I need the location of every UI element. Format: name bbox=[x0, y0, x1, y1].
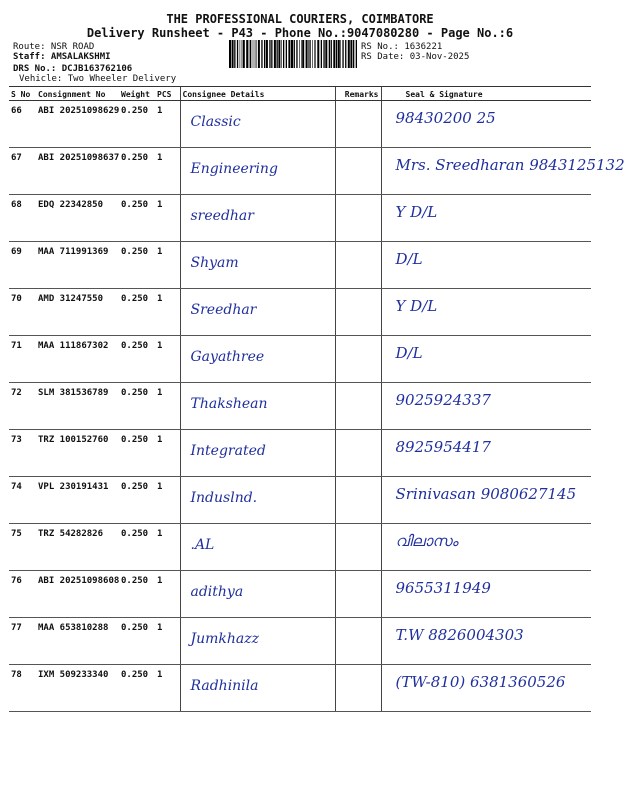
cell-consignee-details bbox=[180, 430, 335, 477]
cell-remarks bbox=[335, 289, 381, 336]
cell-consignee-details bbox=[180, 665, 335, 712]
barcode-bar bbox=[240, 40, 241, 68]
cell-sno: 72 bbox=[9, 383, 36, 430]
table-row bbox=[9, 618, 591, 665]
handwritten-consignee: sreedhar bbox=[190, 208, 254, 224]
barcode-bar bbox=[301, 40, 302, 68]
cell-pcs: 1 bbox=[155, 524, 180, 571]
col-header-sno: S No bbox=[9, 87, 36, 101]
barcode-bar bbox=[315, 40, 316, 68]
cell-consignment: TRZ 54282826 bbox=[36, 524, 119, 571]
cell-sno: 66 bbox=[9, 101, 36, 148]
cell-remarks bbox=[335, 571, 381, 618]
cell-sno: 70 bbox=[9, 289, 36, 336]
cell-consignment: EDQ 22342850 bbox=[36, 195, 119, 242]
barcode-bar bbox=[253, 40, 254, 68]
table-row bbox=[9, 571, 591, 618]
cell-signature bbox=[381, 383, 591, 430]
handwritten-consignee: Gayathree bbox=[190, 349, 265, 365]
table-row bbox=[9, 430, 591, 477]
cell-sno: 76 bbox=[9, 571, 36, 618]
barcode-bar bbox=[271, 40, 272, 68]
col-header-consignment: Consignment No bbox=[36, 87, 119, 101]
handwritten-signature: (TW-810) 6381360526 bbox=[395, 673, 566, 691]
table-row bbox=[9, 524, 591, 571]
barcode-bar bbox=[264, 40, 265, 68]
cell-weight: 0.250 bbox=[119, 524, 155, 571]
cell-remarks bbox=[335, 477, 381, 524]
barcode-bar bbox=[234, 40, 235, 68]
cell-remarks bbox=[335, 524, 381, 571]
barcode-bar bbox=[291, 40, 293, 68]
barcode-bar bbox=[281, 40, 282, 68]
barcode-bar bbox=[261, 40, 262, 68]
cell-consignment: ABI 20251098608 bbox=[36, 571, 119, 618]
barcode-bar bbox=[323, 40, 324, 68]
drs-label: DRS No.: DCJB163762106 bbox=[13, 64, 133, 74]
cell-weight: 0.250 bbox=[119, 148, 155, 195]
cell-signature bbox=[381, 289, 591, 336]
barcode-bar bbox=[229, 40, 231, 68]
barcode-bar bbox=[306, 40, 308, 68]
cell-consignee-details bbox=[180, 195, 335, 242]
cell-pcs: 1 bbox=[155, 571, 180, 618]
barcode-bar bbox=[308, 40, 309, 68]
cell-pcs: 1 bbox=[155, 101, 180, 148]
cell-consignee-details bbox=[180, 148, 335, 195]
col-header-pcs: PCS bbox=[155, 87, 180, 101]
cell-weight: 0.250 bbox=[119, 618, 155, 665]
barcode-bar bbox=[294, 40, 295, 68]
table-row bbox=[9, 665, 591, 712]
barcode-bar bbox=[274, 40, 276, 68]
cell-weight: 0.250 bbox=[119, 289, 155, 336]
route-label: Route: NSR ROAD bbox=[13, 42, 95, 52]
handwritten-signature: 98430200 25 bbox=[395, 109, 496, 127]
barcode-bar bbox=[333, 40, 335, 68]
handwritten-signature: D/L bbox=[395, 344, 423, 362]
cell-consignee-details bbox=[180, 242, 335, 289]
handwritten-consignee: Jumkhazz bbox=[190, 631, 260, 647]
cell-signature bbox=[381, 524, 591, 571]
barcode-bar bbox=[336, 40, 337, 68]
cell-pcs: 1 bbox=[155, 336, 180, 383]
cell-consignee-details bbox=[180, 289, 335, 336]
table-header-row bbox=[9, 87, 591, 101]
company-title: THE PROFESSIONAL COURIERS, COIMBATORE bbox=[166, 12, 434, 26]
cell-pcs: 1 bbox=[155, 430, 180, 477]
cell-signature bbox=[381, 571, 591, 618]
barcode-bar bbox=[345, 40, 346, 68]
handwritten-consignee: Classic bbox=[190, 114, 241, 130]
handwritten-consignee: Engineering bbox=[190, 161, 278, 177]
col-header-details: Consignee Details bbox=[180, 87, 335, 101]
cell-consignee-details bbox=[180, 571, 335, 618]
cell-consignment: SLM 381536789 bbox=[36, 383, 119, 430]
cell-remarks bbox=[335, 195, 381, 242]
handwritten-consignee: Shyam bbox=[190, 255, 239, 271]
table-row bbox=[9, 477, 591, 524]
cell-pcs: 1 bbox=[155, 477, 180, 524]
col-header-signature: Seal & Signature bbox=[381, 87, 591, 101]
table-row bbox=[9, 336, 591, 383]
barcode-bar bbox=[283, 40, 284, 68]
cell-remarks bbox=[335, 101, 381, 148]
runsheet-subtitle: Delivery Runsheet - P43 - Phone No.:9047080280 - Page No.:6 bbox=[86, 26, 514, 40]
barcode-bar bbox=[317, 40, 319, 68]
handwritten-signature: വിലാസം bbox=[395, 532, 458, 550]
barcode-bar bbox=[350, 40, 352, 68]
handwritten-signature: D/L bbox=[395, 250, 423, 268]
table-row bbox=[9, 383, 591, 430]
cell-weight: 0.250 bbox=[119, 242, 155, 289]
barcode-bar bbox=[288, 40, 290, 68]
cell-weight: 0.250 bbox=[119, 477, 155, 524]
cell-sno: 67 bbox=[9, 148, 36, 195]
cell-pcs: 1 bbox=[155, 383, 180, 430]
barcode-bar bbox=[258, 40, 260, 68]
vehicle-label: Vehicle: Two Wheeler Delivery bbox=[19, 74, 177, 84]
col-header-remarks: Remarks bbox=[335, 87, 381, 101]
cell-pcs: 1 bbox=[155, 195, 180, 242]
cell-weight: 0.250 bbox=[119, 665, 155, 712]
handwritten-signature: Srinivasan 9080627145 bbox=[395, 485, 577, 503]
barcode-bar bbox=[340, 40, 341, 68]
rs-number: RS No.: 1636221 bbox=[361, 42, 443, 52]
barcode-bar bbox=[242, 40, 243, 68]
cell-consignment: MAA 111867302 bbox=[36, 336, 119, 383]
handwritten-signature: Mrs. Sreedharan 9843125132 bbox=[395, 156, 625, 174]
cell-signature bbox=[381, 195, 591, 242]
cell-weight: 0.250 bbox=[119, 383, 155, 430]
cell-signature bbox=[381, 336, 591, 383]
handwritten-signature: Y D/L bbox=[395, 203, 438, 221]
cell-signature bbox=[381, 242, 591, 289]
handwritten-consignee: Sreedhar bbox=[190, 302, 257, 318]
barcode-bar bbox=[342, 40, 343, 68]
table-row bbox=[9, 148, 591, 195]
cell-consignment: ABI 20251098637 bbox=[36, 148, 119, 195]
barcode-bar bbox=[249, 40, 250, 68]
rs-date: RS Date: 03-Nov-2025 bbox=[361, 52, 470, 62]
handwritten-consignee: Radhinila bbox=[190, 678, 259, 694]
cell-sno: 75 bbox=[9, 524, 36, 571]
handwritten-signature: Y D/L bbox=[395, 297, 438, 315]
cell-consignment: MAA 711991369 bbox=[36, 242, 119, 289]
cell-consignment: VPL 230191431 bbox=[36, 477, 119, 524]
barcode-bar bbox=[277, 40, 278, 68]
cell-sno: 74 bbox=[9, 477, 36, 524]
barcode-bar bbox=[312, 40, 313, 68]
cell-consignment: ABI 20251098629 bbox=[36, 101, 119, 148]
barcode-bar bbox=[321, 40, 322, 68]
cell-sno: 69 bbox=[9, 242, 36, 289]
cell-consignment: IXM 509233340 bbox=[36, 665, 119, 712]
cell-consignee-details bbox=[180, 383, 335, 430]
barcode-bar bbox=[286, 40, 287, 68]
cell-sno: 73 bbox=[9, 430, 36, 477]
cell-weight: 0.250 bbox=[119, 571, 155, 618]
cell-consignee-details bbox=[180, 524, 335, 571]
cell-consignee-details bbox=[180, 618, 335, 665]
cell-consignment: TRZ 100152760 bbox=[36, 430, 119, 477]
handwritten-consignee: Integrated bbox=[190, 443, 266, 459]
cell-signature bbox=[381, 618, 591, 665]
cell-consignee-details bbox=[180, 336, 335, 383]
barcode-bar bbox=[278, 40, 280, 68]
cell-remarks bbox=[335, 336, 381, 383]
cell-pcs: 1 bbox=[155, 148, 180, 195]
table-row bbox=[9, 242, 591, 289]
table-row bbox=[9, 195, 591, 242]
barcode-bar bbox=[256, 40, 257, 68]
cell-signature bbox=[381, 430, 591, 477]
barcode-bar bbox=[250, 40, 251, 68]
staff-label: Staff: AMSALAKSHMI bbox=[13, 52, 111, 62]
cell-pcs: 1 bbox=[155, 242, 180, 289]
cell-remarks bbox=[335, 242, 381, 289]
cell-weight: 0.250 bbox=[119, 195, 155, 242]
table-row bbox=[9, 289, 591, 336]
cell-pcs: 1 bbox=[155, 289, 180, 336]
cell-remarks bbox=[335, 618, 381, 665]
barcode-bar bbox=[255, 40, 256, 68]
barcode-bar bbox=[302, 40, 304, 68]
cell-sno: 77 bbox=[9, 618, 36, 665]
cell-signature bbox=[381, 101, 591, 148]
handwritten-consignee: Induslnd. bbox=[190, 490, 258, 506]
cell-sno: 78 bbox=[9, 665, 36, 712]
barcode-bar bbox=[356, 40, 357, 68]
barcode-bar bbox=[299, 40, 300, 68]
runsheet-table bbox=[9, 86, 625, 712]
barcode-bar bbox=[329, 40, 330, 68]
barcode-bar bbox=[269, 40, 270, 68]
cell-consignee-details bbox=[180, 101, 335, 148]
cell-weight: 0.250 bbox=[119, 101, 155, 148]
barcode-bar bbox=[237, 40, 238, 68]
cell-remarks bbox=[335, 665, 381, 712]
cell-signature bbox=[381, 148, 625, 195]
cell-signature bbox=[381, 665, 591, 712]
cell-remarks bbox=[335, 383, 381, 430]
handwritten-signature: 9025924337 bbox=[395, 391, 491, 409]
barcode-bar bbox=[309, 40, 310, 68]
handwritten-consignee: adithya bbox=[190, 584, 244, 600]
table-row bbox=[9, 101, 591, 148]
barcode-bar bbox=[331, 40, 332, 68]
barcode-bar bbox=[296, 40, 297, 68]
barcode-bar bbox=[314, 40, 315, 68]
col-header-weight: Weight bbox=[119, 87, 155, 101]
barcode-bar bbox=[353, 40, 354, 68]
handwritten-signature: T.W 8826004303 bbox=[395, 626, 524, 644]
barcode-bar bbox=[243, 40, 245, 68]
handwritten-consignee: Thakshean bbox=[190, 396, 268, 412]
barcode-image bbox=[229, 40, 357, 68]
cell-consignment: MAA 653810288 bbox=[36, 618, 119, 665]
barcode-bar bbox=[325, 40, 327, 68]
cell-consignment: AMD 31247550 bbox=[36, 289, 119, 336]
barcode-bar bbox=[246, 40, 248, 68]
barcode-bar bbox=[266, 40, 268, 68]
handwritten-signature: 9655311949 bbox=[395, 579, 491, 597]
barcode-bar bbox=[232, 40, 234, 68]
cell-sno: 68 bbox=[9, 195, 36, 242]
cell-sno: 71 bbox=[9, 336, 36, 383]
cell-remarks bbox=[335, 148, 381, 195]
cell-remarks bbox=[335, 430, 381, 477]
cell-pcs: 1 bbox=[155, 618, 180, 665]
cell-signature bbox=[381, 477, 591, 524]
cell-consignee-details bbox=[180, 477, 335, 524]
cell-weight: 0.250 bbox=[119, 430, 155, 477]
cell-weight: 0.250 bbox=[119, 336, 155, 383]
barcode-bar bbox=[348, 40, 350, 68]
handwritten-consignee: .AL bbox=[190, 537, 215, 553]
cell-pcs: 1 bbox=[155, 665, 180, 712]
barcode-bar bbox=[338, 40, 340, 68]
handwritten-signature: 8925954417 bbox=[395, 438, 491, 456]
